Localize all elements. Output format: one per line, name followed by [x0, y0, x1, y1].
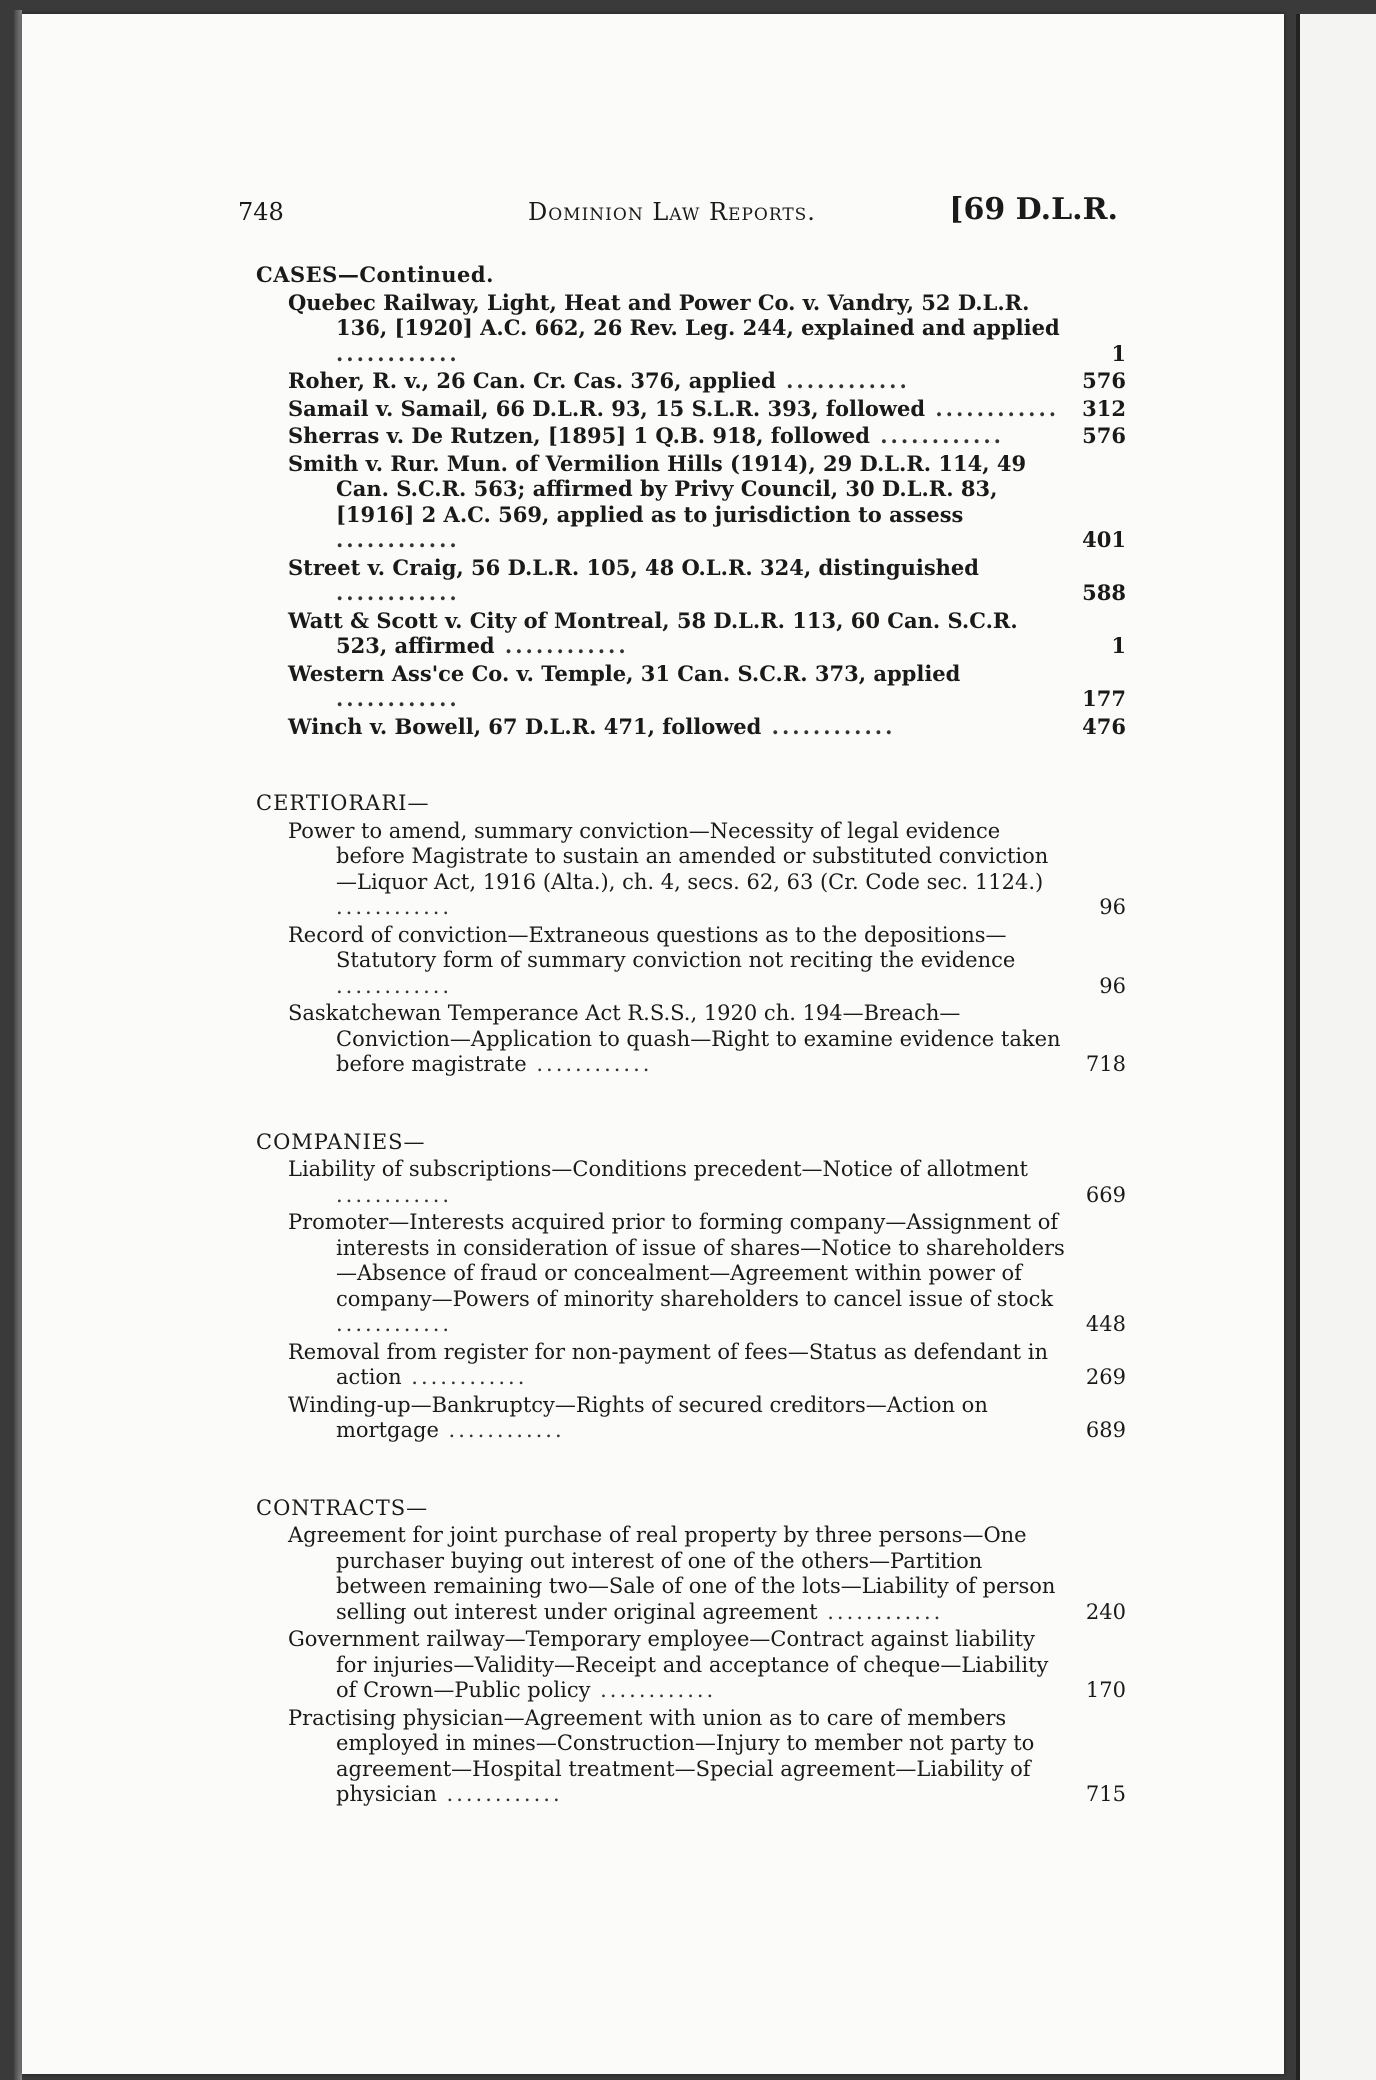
entry-text: Smith v. Rur. Mun. of Vermilion Hills (1914), 29 D.L.R. 114, 49 Can. S.C.R. 563; affirmed by Privy Council, 30 D.L.R. 83, [1916] 2 A.C. 569, applied as to jurisdiction to assess — [288, 450, 1027, 527]
index-entry — [256, 451, 1126, 553]
dot-leader: ............ — [336, 686, 460, 711]
entry-page-number: 1 — [1111, 340, 1126, 366]
section-title: CONTRACTS— — [256, 1495, 429, 1520]
entry-page-number: 576 — [1082, 368, 1126, 393]
index-entry — [256, 555, 1126, 606]
index-entry — [256, 714, 1126, 740]
entry-page-number: 588 — [1082, 580, 1126, 605]
entry-text: Saskatchewan Temperance Act R.S.S., 1920 ch. 194—Breach—Conviction—Application to quash—Right to examine evidence taken before magistrate — [288, 1001, 1061, 1076]
entry-text: Sherras v. De Rutzen, [1895] 1 Q.B. 918, followed — [288, 423, 870, 448]
dot-leader: ............ — [401, 1365, 528, 1389]
index-entry — [256, 1523, 1126, 1625]
index-entry — [256, 1001, 1126, 1078]
dot-leader: ............ — [336, 527, 460, 552]
entry-text: Western Ass'ce Co. v. Temple, 31 Can. S.C.R. 373, applied — [288, 660, 961, 686]
index-section — [256, 1496, 1126, 1808]
entry-text: Liability of subscriptions—Conditions precedent—Notice of allotment — [288, 1157, 1028, 1181]
entry-page-number: 401 — [1082, 527, 1126, 552]
index-content — [256, 262, 1126, 1860]
index-section — [256, 791, 1126, 1078]
index-entry — [256, 1627, 1126, 1704]
index-entry — [256, 661, 1126, 712]
dot-leader: ............ — [869, 423, 1004, 448]
entry-text: Winding-up—Bankruptcy—Rights of secured creditors—Action on mortgage — [288, 1392, 988, 1442]
entry-text: Quebec Railway, Light, Heat and Power Co. v. Vandry, 52 D.L.R. 136, [1920] A.C. 662, 26 Rev. Leg. 244, explained and applied — [288, 289, 1060, 340]
entry-page-number: 1 — [1111, 633, 1126, 658]
entry-text: Government railway—Temporary employee—Contract against liability for injuries—Validity—Receipt and acceptance of cheque—Liability of Crown—Public policy — [288, 1627, 1049, 1702]
entry-text: Agreement for joint purchase of real property by three persons—One purchaser buying out interest of one of the others—Partition between remaining two—Sale of one of the lots—Liability of person selling out interest under original agreement — [288, 1523, 1056, 1624]
index-section — [256, 1130, 1126, 1444]
entry-page-number: 476 — [1082, 713, 1126, 739]
index-entry — [256, 290, 1126, 367]
index-entry — [256, 1340, 1126, 1391]
dot-leader: ............ — [925, 395, 1060, 421]
section-title: CASES—Continued. — [256, 262, 494, 287]
dot-leader: ............ — [336, 1182, 453, 1207]
index-entry — [256, 608, 1126, 659]
entry-page-number: 669 — [1085, 1182, 1126, 1207]
entry-text: Promoter—Interests acquired prior to forming company—Assignment of interests in consideration of issue of shares—Notice to shareholders—Absence of fraud or concealment—Agreement within power of company—Powers of minority shareholders to cancel issue of stock — [288, 1210, 1065, 1311]
volume-reference: [69 D.L.R. — [949, 192, 1118, 227]
index-entry — [256, 423, 1126, 449]
index-entry — [256, 1706, 1126, 1808]
entry-page-number: 177 — [1082, 686, 1126, 711]
entry-page-number: 576 — [1082, 423, 1126, 448]
entry-page-number: 269 — [1085, 1365, 1126, 1389]
dot-leader: ............ — [817, 1599, 944, 1624]
page-header — [238, 192, 1118, 232]
dot-leader: ............ — [336, 340, 460, 366]
entry-page-number: 718 — [1085, 1052, 1126, 1076]
dot-leader: ............ — [494, 633, 629, 658]
adjacent-page-edge — [1296, 14, 1376, 2080]
entry-text: Record of conviction—Extraneous questions as to the depositions—Statutory form of summary conviction not reciting the evidence — [288, 922, 1016, 972]
section-title: CERTIORARI— — [256, 791, 430, 815]
dot-leader: ............ — [761, 713, 896, 739]
entry-page-number: 312 — [1082, 395, 1126, 421]
entry-text: Power to amend, summary conviction—Necessity of legal evidence before Magistrate to sustain an amended or substituted conviction—Liquor Act, 1916 (Alta.), ch. 4, secs. 62, 63 (Cr. Code sec. 1124.) — [288, 818, 1049, 894]
entry-text: Winch v. Bowell, 67 D.L.R. 471, followed — [288, 713, 762, 739]
dot-leader: ............ — [775, 368, 910, 393]
entry-page-number: 448 — [1085, 1312, 1126, 1336]
page-left-edge — [14, 10, 22, 2080]
index-entry — [256, 923, 1126, 1000]
section-title: COMPANIES— — [256, 1129, 426, 1154]
dot-leader: ............ — [436, 1782, 563, 1806]
entry-page-number: 689 — [1085, 1418, 1126, 1442]
entry-text: Street v. Craig, 56 D.L.R. 105, 48 O.L.R. 324, distinguished — [288, 554, 979, 580]
dot-leader: ............ — [336, 1312, 453, 1336]
entry-text: Samail v. Samail, 66 D.L.R. 93, 15 S.L.R. 393, followed — [288, 395, 926, 421]
dot-leader: ............ — [336, 973, 453, 998]
entry-page-number: 240 — [1085, 1599, 1126, 1624]
entry-text: Removal from register for non-payment of fees—Status as defendant in action — [288, 1339, 1048, 1389]
index-entry — [256, 1210, 1126, 1338]
page-number: 748 — [238, 198, 284, 226]
index-entry — [256, 1393, 1126, 1444]
entry-page-number: 715 — [1085, 1782, 1126, 1806]
entry-page-number: 96 — [1099, 895, 1126, 919]
dot-leader: ............ — [590, 1678, 717, 1702]
index-entry — [256, 819, 1126, 921]
index-entry — [256, 1157, 1126, 1208]
dot-leader: ............ — [336, 895, 453, 919]
entry-text: Practising physician—Agreement with union as to care of members employed in mines—Construction—Injury to member not party to agreement—Hospital treatment—Special agreement—Liability of physician — [288, 1705, 1035, 1806]
entry-page-number: 170 — [1085, 1678, 1126, 1702]
dot-leader: ............ — [336, 580, 460, 605]
entry-text: Watt & Scott v. City of Montreal, 58 D.L.R. 113, 60 Can. S.C.R. 523, affirmed — [288, 607, 1018, 658]
index-entry — [256, 396, 1126, 422]
dot-leader: ............ — [438, 1418, 565, 1442]
entry-page-number: 96 — [1099, 973, 1126, 998]
running-title: Dominion Law Reports. — [528, 198, 816, 226]
index-entry — [256, 368, 1126, 394]
dot-leader: ............ — [526, 1052, 653, 1076]
entry-text: Roher, R. v., 26 Can. Cr. Cas. 376, applied — [288, 368, 776, 393]
index-section — [256, 262, 1126, 739]
